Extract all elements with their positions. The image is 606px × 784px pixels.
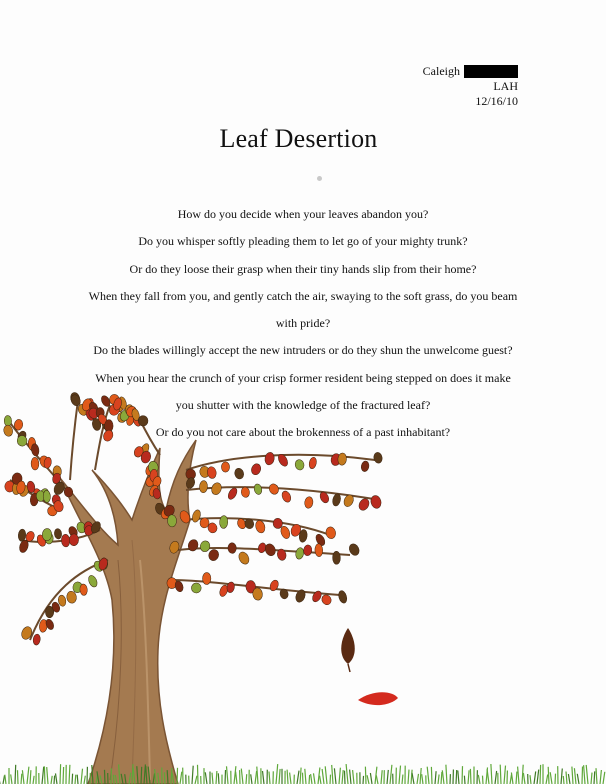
leaf [33,634,41,646]
leaf [233,467,244,480]
grass-blade [577,774,579,784]
leaf [207,548,220,562]
leaf [295,547,305,560]
leaf [250,462,262,476]
grass-blade [537,770,539,784]
leaf [191,583,202,594]
grass-blade [566,772,567,784]
grass-blade [546,775,548,784]
leaf [42,528,52,541]
grass-blade [584,765,585,784]
grass-blade [332,765,333,784]
grass-blade [523,773,525,784]
grass-blade [47,767,48,784]
leaf [294,459,305,471]
leaf [268,482,281,495]
leaf [241,486,251,497]
grass-blade [334,768,336,784]
grass-blade [212,773,213,784]
falling-leaf [341,628,355,672]
grass-blade [257,767,258,784]
grass-blade [30,770,31,784]
course-label: LAH [493,79,518,93]
grass-blade [534,771,536,784]
grass-blade [15,765,16,784]
grass-blade [263,771,265,784]
leaf [199,480,208,493]
leaf [187,538,200,552]
leaf [61,534,70,547]
grass-blade [594,771,595,784]
leaf [226,486,238,500]
grass-blade [69,765,70,784]
leaf [102,429,115,443]
grass-blade [3,775,5,784]
leaf [69,534,79,546]
grass-blade [81,769,83,784]
grass-blade [44,766,45,784]
grass-blade [491,764,492,784]
leaf [280,490,292,504]
leaf [54,528,62,539]
grass-blade [470,769,471,784]
grass-blade [456,770,457,784]
grass-blade [84,776,85,784]
grass-blade [468,770,469,784]
grass-blade [431,767,432,784]
grass-blade [56,773,58,784]
leaf [360,460,369,472]
grass-blade [346,764,348,784]
grass-blade [180,772,182,784]
poem-line: When you hear the crunch of your crisp former resident being stepped on does it make [95,370,511,385]
grass-blade [345,771,346,784]
grass-blade [330,775,331,784]
grass-blade [105,770,106,784]
grass-blade [290,773,291,784]
grass-blade [216,771,217,784]
grass-blade [350,770,351,784]
grass-blade [297,771,299,784]
leaf [337,590,348,604]
grass-blade [530,775,531,784]
grass-blade [487,769,489,784]
grass-blade [500,765,501,784]
grass-blade [60,764,61,784]
grass-blade [596,768,597,784]
grass-blade [51,776,52,784]
grass-blade [495,771,497,784]
leaf [325,526,337,540]
grass-blade [5,775,6,784]
grass-blade [420,768,421,784]
grass-blade [141,767,142,784]
leaf [167,515,176,528]
grass-blade [77,775,78,784]
leaf [87,574,99,588]
grass-blade [574,768,576,784]
poem-line: When they fall from you, and gently catch the air, swaying to the soft grass, do you beam [88,288,518,303]
grass-blade [18,770,19,784]
grass-blade [167,770,168,784]
grass-blade [586,765,588,784]
grass-blade [21,774,22,784]
grass-blade [387,770,388,784]
tree-leaves [3,391,383,645]
grass-blade [446,765,447,784]
student-name: Caleigh [422,64,460,78]
grass-blade [255,771,257,784]
grass-blade [63,767,64,784]
grass-blade [412,773,414,784]
grass-blade [591,773,592,784]
poem-line: Or do you not care about the brokenness of a past inhabitant? [155,425,451,440]
leaf [373,452,383,464]
grass-blade [72,774,73,784]
grass-blade [325,766,327,784]
grass-blade [342,770,343,784]
poem-line: Or do they loose their grasp when their tiny hands slip from their home? [129,261,477,276]
grass-blade [600,770,601,784]
grass-blade [305,769,306,784]
leaf [370,494,383,509]
grass-blade [462,766,463,784]
date-label: 12/16/10 [475,94,518,108]
leaf [4,415,12,426]
grass-blade [314,773,316,784]
grass-blade [309,775,310,784]
grass-blade [376,775,378,784]
grass-blade [563,776,564,784]
poem-line: with pride? [275,316,331,331]
leaf [79,584,87,596]
leaf [31,457,39,470]
grass-blade [367,775,369,784]
grass-blade [225,770,226,784]
grass-blade [27,767,29,784]
poem-line: you shutter with the knowledge of the fractured leaf? [175,398,431,413]
grass-blade [251,774,252,784]
leaf [308,457,317,470]
leaf [210,481,223,496]
grass-blade [236,772,237,784]
leaf [311,589,323,603]
grass-blade [438,775,439,784]
grass-blade [435,771,436,784]
grass-blade [370,773,372,784]
leaf [304,496,314,509]
leaf [228,543,237,554]
grass-blade [353,770,354,784]
grass-blade [572,767,573,784]
leaf [253,483,263,495]
grass-blade [511,773,513,784]
poem-line: Do you whisper softly pleading them to let go of your mighty trunk? [138,234,468,249]
grass-blade [458,771,459,784]
grass-blade [464,776,465,784]
leaf [199,540,211,553]
grass-blade [365,767,366,784]
falling-leaf [358,692,398,705]
poem-line: Do the blades willingly accept the new intruders or do they shun the unwelcome guest? [93,343,513,358]
grass-blade [54,776,55,784]
grass-blade [550,772,552,784]
grass-blade [227,766,229,784]
grass-blade [363,776,364,784]
grass-blade [300,768,301,784]
leaf [18,529,26,542]
grass-blade [603,772,605,784]
grass-blade [279,769,280,784]
grass-blade [75,775,76,784]
grass-blade [483,776,484,784]
leaf [332,551,340,564]
grass-blade [417,774,419,784]
grass-blade [11,774,12,784]
leaf [221,462,229,472]
grass-blade [427,767,429,784]
grass-blade [408,770,409,784]
grass-blade [548,767,549,784]
grass-blade [177,768,178,784]
grass-blade [195,776,197,784]
grass-blade [205,772,207,784]
grass-blade [504,766,506,784]
grass-blade [320,776,321,784]
grass-blade [568,774,570,784]
grass-blade [339,768,340,784]
grass-blade [287,770,288,784]
grass-blade [246,774,247,784]
grass-blade [322,769,324,784]
grass-blade [555,774,556,784]
grass-blade [518,767,519,784]
leaf [202,572,211,584]
grass-blade [198,765,199,784]
grass-blade [442,770,444,784]
grass-blade [164,772,165,784]
grass-blade [381,770,382,784]
grass-blade [402,775,403,784]
leaf [273,518,283,529]
grass-blade [22,770,24,784]
leaf [138,416,148,427]
grass-blade [441,772,442,784]
grass-blade [411,770,412,784]
page-title: Leaf Desertion [219,124,378,153]
grass-blade [33,776,34,784]
grass-blade [478,775,480,784]
grass-blade [276,764,278,784]
grass-blade [540,765,541,784]
grass-blade [113,775,114,784]
grass-blade [561,769,562,784]
grass-blade [311,774,312,784]
grass-blade [399,766,401,784]
grass-blade [42,767,44,784]
grass-blade [422,774,423,784]
leaf [237,550,251,566]
grass-blade [269,772,270,784]
grass-blade [582,767,583,784]
grass-blade [241,769,243,784]
poem-line: How do you decide when your leaves abandon you? [177,207,429,221]
grass-blade [390,765,392,784]
grass-blade [218,773,219,784]
tree-trunk [60,440,196,784]
leaf [264,452,275,466]
grass-blade [192,766,193,784]
grass-blade [303,773,304,784]
grass-blade [516,772,517,784]
leaf [303,544,312,556]
